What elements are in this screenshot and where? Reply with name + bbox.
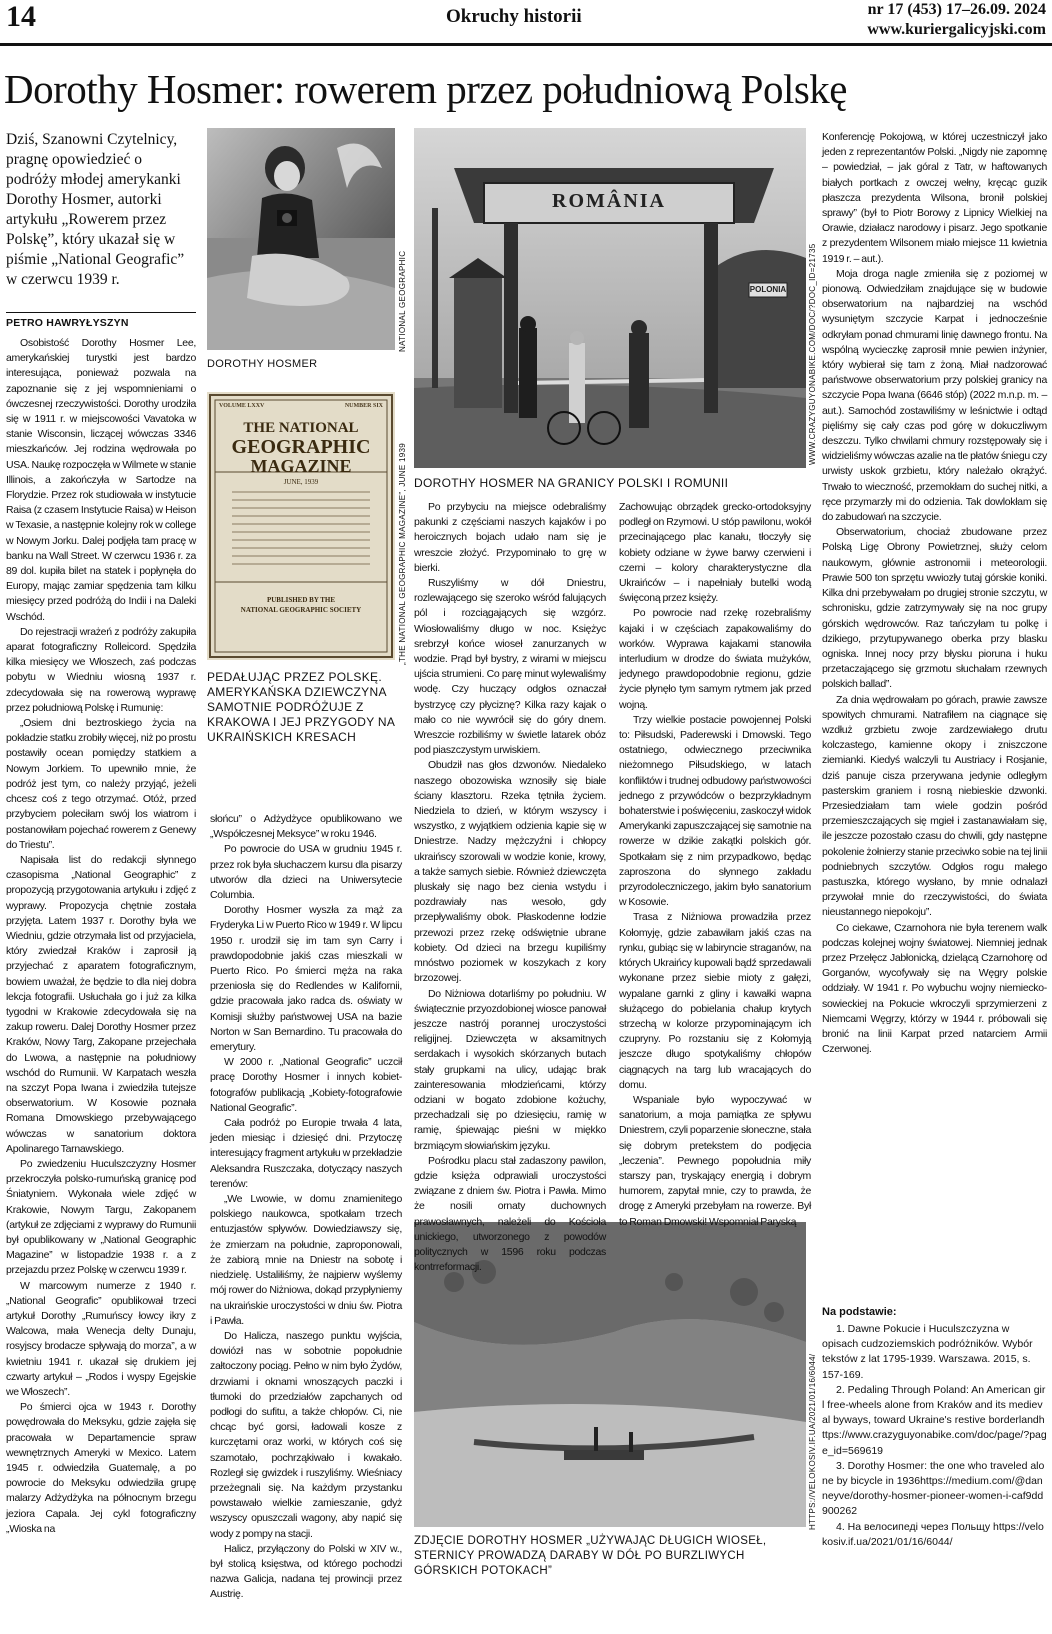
sign-romania: ROMÂNIA [552,190,666,212]
paragraph: Halicz, przyłączony do Polski w XIV w., był stolicą księstwa, od którego pochodzi nazwa Galicja, nadana tej prowincji przez Austrię. [210,1542,402,1601]
portrait-caption: DOROTHY HOSMER [207,358,318,370]
magazine-caption: PEDAŁUJĄC PRZEZ POLSKĘ. AMERYKAŃSKA DZIEWCZYNA SAMOTNIE PODRÓŻUJE Z KRAKOWA I JEJ PRZYGODY NA UKRAIŃSKICH KRESACH [207,670,395,744]
rafts-caption: ZDJĘCIE DOROTHY HOSMER „UŻYWAJĄC DŁUGICH WIOSEŁ, STERNICY PROWADZĄ DARABY W DÓŁ PO BURZLIWYCH GÓRSKICH POTOKACH” [414,1535,767,1577]
section-title: Okruchy historii [446,6,582,27]
text-column-1 [6,336,196,1626]
paragraph: W marcowym numerze z 1940 r. „National Geografic” opublikował trzeci artykuł Dorothy „Rumuńscy łowcy ikry z Walcowa, mała Wenecja delty Dunaju, rosyjscy brodacze spływają do morza”, a w kwietniu 1941 r. ukazał się drukiem jej czwarty artykuł – „Rodos i wyspy Egejskie we Włoszech”. [6,1279,196,1399]
paragraph: W 2000 r. „National Geografic” uczcił pracę Dorothy Hosmer i innych kobiet-fotografów publikacją „Kobiety-fotografowie National Geografic”. [210,1056,402,1114]
paragraph: Trzy wielkie postacie powojennej Polski to: Piłsudski, Paderewski i Dmowski. Tego ostatniego, odwiecznego przeciwnika nieżomnego Piłsudskiego, w latach konfliktów i trudnej odbudowy państwowości jednego z przywódców o bezprzykładnym bohaterstwie i poświęceniu, zaskoczył widok Amerykanki zapuszczającej się samotnie na rowerze w dzikie zakątki polskich gór. Spotkałam się z nim przypadkowo, będąc zaproszona do słynnego zakładu przyrodoleczniczego, jakim było sanatorium w Kosowie. [619,713,811,909]
rafts-credit: HTTPS://VELOKOSIV.IF.UA/2021/01/16/6044/ [808,1353,817,1530]
cover-volume: VOLUME LXXV [219,403,265,409]
cover-date: JUNE, 1939 [283,478,319,486]
issue-info [867,0,1046,40]
border-caption: DOROTHY HOSMER NA GRANICY POLSKI I ROMUNII [414,476,729,490]
reference-item[interactable]: 2. Pedaling Through Poland: An American girl free-wheels alone from Kraków and its medieval byways, toward Ukraine's restive borderlandhttps://www.crazyguyonabike.com/doc/page/?page_id=569619 [822,1383,1047,1457]
paragraph: Obudził nas głos dzwonów. Niedaleko naszego obozowiska wznosiły się białe ściany klasztoru. Rzeka tętniła życiem. Niedziela to dzień, w którym wszyscy i wszystko, z wyjątkiem odzienia kąpie się w Dniestrze. Nadzy mężczyźni i chłopcy ukraińscy szorowali w wodzie konie, krowy, a także samych siebie. Również dziewczęta pluskały się nago bez cienia wstydu i pozdrawiały nas wesoło, gdy przepływaliśmy obok. Płaskodenne łodzie przewozi przez rzekę odświętnie ubrane kobiety. Od dzieci na brzegu kupiliśmy mnóstwo poziomek w koszykach z kory brzozowej. [414,759,606,985]
paragraph: Do rejestracji wrażeń z podróży zakupiła aparat fotograficzny Rolleicord. Spędziła kilka miesięcy we Włoszech, zaś podczas pobytu w Wiedniu wiosną 1937 r. zdecydowała się na rowerową wyprawę przez południową Polskę i Rumunię: [6,625,196,714]
reference-item[interactable]: 3. Dorothy Hosmer: the one who traveled alone by bicycle in 1936https://medium.com/@danneyve/dorothy-hosmer-pioneer-women-i-caf9dd900262 [822,1459,1045,1518]
paragraph: Do Halicza, naszego punktu wyjścia, dowiózł nas w sobotnie popołudnie załtoczony pociąg. Pełno w nim było Żydów, drzwiami i oknami wnoszących paczki i tłumoki do przedziałów zapchanych od podłogi do sufitu, a także chłopów. Ci, nie chcąc być gorsi, ładowali kosze z kurczętami oraz worki, w których coś się szamotało, pochrząkiwało i kwakało. Rozległ się gwizdek i ruszyliśmy. Wieśniacy przeżegnali się. Na każdym przystanku powstawało wielkie zamieszanie, gdyż wszyscy opuszczali wagony, aby napić się wody z pompy na stacji. [210,1329,402,1540]
paragraph: Po powrocie do USA w grudniu 1945 r. przez rok była słuchaczem kursu dla pisarzy utworów dla dzieci na Uniwersytecie Columbia. [210,843,402,902]
references-title: Na podstawie: [822,1306,897,1318]
paragraph: Konferencję Pokojową, w której uczestniczył jako jeden z reprezentantów Polski. „Nigdy nie zapomnę – powiedział, – jak góral z Tatr, w haftowanych białych portkach z owczej wełny, kręcąc guzik płaszcza prezydenta Wilsona, bronił polskiej sprawy” (był to Piotr Borowy z Lipnicy Wielkiej na Orawie, działacz narodowy i pisarz. Jego spotkanie z prezydentem Wilsonem miało miejsce 11 kwietnia 1919 r. – aut.). [822,131,1047,265]
paragraph: Dorothy Hosmer wyszła za mąż za Fryderyka Li w Puerto Rico w 1949 r. W lipcu 1950 r. urodził się im tam syn Carry i prawdopodobnie jakiś czas mieszkali w Puerto Rico. Po śmierci męża na raka przeniosła się do Redlendes w Kalifornii, gdzie pracowała jako radca ds. oświaty w Komisji służby państwowej USA na bazie Norton w San Bernardino. Tu pracowała do emerytury. [210,904,402,1054]
paragraph: Napisała list do redakcji słynnego czasopisma „National Geographic” z propozycją przygotowania artykułu i zdjęć z wyprawy. Propozycja chętnie została przyjęta. Latem 1937 r. Dorothy była we Wiedniu, gdzie otrzymała list od przyjaciela, który zwiedzał Kraków i zaprosił ją przyjechać z aparatem fotograficznym, bowiem uważał, że będzie to dla niej dobra lekcja fotografii. Usłuchała go i już za kilka tygodni w Krakowie zdecydowała się na zakup roweru. Dalej Dorothy Hosmer przez Kraków, Nowy Targ, Zakopane przejechała do Lwowa, a następnie na południowy wschód do Rumunii. W Karpatach weszła na szczyt Popa Iwana i zwiedziła tutejsze obserwatorium. W Kosowie poznała Romana Dmowskiego przebywającego wówczas w sanatorium doktora Apolinarego Tarnawskiego. [6,853,196,1155]
border-credit: WWW.CRAZYGUYONABIKE.COM/DOC/?DOC_ID=21735 [808,243,817,465]
cover-title-line-1: THE NATIONAL [243,420,359,436]
paragraph: Zachowując obrządek grecko-ortodoksyjny podległ on Rzymowi. U stóp pawilonu, wokół przecinającego plac kanału, tłoczyły się kobiety odziane w żywe barwy czerwieni i czerni – kolory charakterystyczne dla Ukraińców – i napełniały butelki wodą święconą przez księży. [619,501,811,605]
paragraph: „Osiem dni beztroskiego życia na pokładzie statku zrobiły więcej, niż po prostu postawiły ocean pomiędzy statkiem a Nowym Jorkiem. To upewniło mnie, że podróż jest tym, co należy przyjąć, jeżeli chcesz coś z tego otrzymać. Otóż, przed przybyciem poleciłam swój los wiatrom i postanowiłam pojechać rowerem z Genewy do Triestu”. [6,717,196,851]
page-number: 14 [6,0,36,33]
paragraph: Cała podróż po Europie trwała 4 lata, jeden miesiąc i dziesięć dni. Przytoczę interesujący fragment artykułu w przekładzie Aleksandra Ruszczaka, dotyczący naszych terenów: [210,1117,402,1190]
reference-item[interactable]: 4. На велосипеді через Польщу https://velokosiv.if.ua/2021/01/16/6044/ [822,1520,1044,1548]
reference-item: 1. Dawne Pokucie i Huculszczyzna w opisach cudzoziemskich podróżników. Wybór tekstów z lat 1795-1939. Warszawa. 2015, s. 157-169. [822,1323,1033,1381]
text-column-2 [210,812,402,1632]
text-column-5 [822,130,1047,1300]
paragraph: Pośrodku placu stał zadaszony pawilon, gdzie księża odprawiali uroczystości związane z dniem św. Piotra i Pawła. Mimo że nosili ornaty duchownych prawosławnych, należeli do Kościoła unickiego, utworzonego z powodów politycznych w 1596 roku podczas kontrreformacji. [414,1154,606,1274]
cover-publisher-line-1: PUBLISHED BY THE [266,596,336,604]
text-column-3 [414,500,606,1628]
portrait-photo [207,128,395,350]
issue-number: nr 17 (453) 17–26.09. 2024 [867,1,1046,18]
paragraph: słońcu” o Adżydżyce opublikowano we „Współczesnej Meksyce” w roku 1946. [210,813,402,841]
paragraph: Do Niżniowa dotarliśmy po południu. W świątecznie przyozdobionej wiosce panował jeszcze nastrój porannej uroczystości religijnej. Dziewczęta w aksamitnych serdakach i wysokich skórzanych butach stały grupkami na ulicy, udając brak zainteresowania młodzieńcami, którzy odziani w bogato zdobione kożuchy, przechadzali się po dziesięciu, ramię w ramię, śpiewając pieśni w miękko brzmiącym słowiańskim języku. [414,987,606,1152]
cover-number: NUMBER SIX [344,403,383,409]
paragraph: Obserwatorium, chociaż zbudowane przez Polską Ligę Obrony Powietrznej, służy celom naukowym, głównie astronomii i meteorologii. Prawie 500 ton sprzętu wwiozły tutaj górskie koniki. Kilka dni przebywałam po drugiej stronie szczytu, w schronisku, gdzie zatrzymywały się na noc grupy górskich wędrowców. Raz tańczyłam tu polkę i dzikiego, przytupywanego oberka przy blasku ogniska. Innej nocy przy błysku pioruna i huku przetaczającego się grzmotu słuchałam rzewnych polskich ballad”. [822,526,1047,691]
page-header [0,0,1052,46]
article-author: PETRO HAWRYŁYSZYN [6,312,196,329]
cover-publisher-line-2: NATIONAL GEOGRAPHIC SOCIETY [240,606,362,614]
text-column-4 [619,500,811,1228]
references [822,1306,1047,1550]
paragraph: Po śmierci ojca w 1943 r. Dorothy powędrowała do Meksyku, gdzie zajęła się pracowała w Departamencie spraw wewnętrznych Ameryki w Mexico. Latem 1945 r. odwiedziła Guatemalę, a po powrocie do Meksyku odwiedziła grupę malarzy Adżydżyka na północnym brzegu jeziora Capala. Jej cykl fotograficzny „Wioska na [6,1401,196,1535]
website-link[interactable]: www.kuriergalicyjski.com [867,21,1046,38]
paragraph: Po powrocie nad rzekę rozebraliśmy kajaki i w częściach zapakowaliśmy do worków. Wyprawa kajakami stanowiła interludium w drodze do świata mużyków, jedynego prawdopodobnie regionu, gdzie życie płynęło tym samym rytmem jak przed wojną. [619,607,811,711]
article-lead: Dziś, Szanowni Czytelnicy, pragnę opowiedzieć o podróży młodej amerykanki Dorothy Hosmer, autorki artykułu „Rowerem przez Polskę”, który ukazał się w piśmie „National Geografic” w czerwcu 1939 r. [6,131,185,288]
paragraph: Za dnia wędrowałam po górach, prawie zawsze spowitych chmurami. Natrafiłem na ciągnące się wzdłuż grzbietu zwoje zardzewiałego drutu kolczastego, kamienne okopy i zniszczone ziemianki. Kiedyś walczyli tu Austriacy i Rosjanie, dziś panuje cisza przerywana jedynie odległym pasterskim graniem i rosną niebieskie dzwonki. Przesiedziałam tam wiele godzin pośród przemieszczających się mgieł i zastanawiałam się, ile jeszcze pozostało czasu do chwili, gdy następne pokolenie żołnierzy stanie przeciwko sobie na tej linii podniebnych szczytów. Odgłos rogu małego pastuszka, którego wysłano, by mnie odnalazł przywołał mnie do rzeczywistości, do świata nieustannego niepokoju”. [822,693,1047,919]
cover-title-line-3: MAGAZINE [250,456,352,476]
paragraph: Po przybyciu na miejsce odebraliśmy pakunki z częściami naszych kajaków i po heroicznych bojach udało nam się je wreszcie złożyć. Przypominało to grę w bierki. [414,501,606,574]
paragraph: Trasa z Niżniowa prowadziła przez Kołomyję, gdzie zabawiłam jakiś czas na rynku, gubiąc się w labiryncie straganów, na których Ukraińcy kupowali bądź sprzedawali wykonane przez siebie mioty z gałęzi, wypalane garnki z gliny i kawałki wapna służącego do pobielania chałup krytych strzechą w kolorze przypominającym ich czupryny. Po rozstaniu się z Kołomyją jeszcze długo spotykaliśmy chłopów ciągnących na targ lub wracających do domu. [619,911,811,1091]
sign-polonia: POLONIA [749,285,787,294]
magazine-cover [207,392,395,660]
paragraph: Co ciekawe, Czarnohora nie była terenem walk podczas kolejnej wojny światowej. Niemniej jednak przez Przełęcz Jabłonicką, dzielącą Czarnohorę od Gorganów, wycofywały się na Węgry polskie oddziały. W 1941 r. Po wybuchu wojny niemiecko-sowieckiej na Pokucie wkroczyli sprzymierzeni z Niemcami Węgrzy, którzy w 1944 r. próbowali się bronić na linii Karpat przed natarciem Armii Czerwonej. [822,921,1047,1056]
article-title: Dorothy Hosmer: rowerem przez południową Polskę [4,66,847,112]
paragraph: Wspaniale było wypoczywać w sanatorium, a moja pamiątka ze spływu Dniestrem, czyli poparzenie słoneczne, stała się dobrym pretekstem do podjęcia „leczenia”. Pewnego popołudnia miły starszy pan, tryskający energią i dobrym humorem, zapytał mnie, czy to prawda, że drogę z Ameryki przebyłam na rowerze. Był to Roman Dmowski! Wspomniał Paryską [619,1093,811,1228]
cover-title-line-2: GEOGRAPHIC [231,436,371,458]
paragraph: Ruszyliśmy w dół Dniestru, rozlewającego się szeroko wśród falujących pól i rozciągających się wzgórz. Wiosłowaliśmy długo w noc. Księżyc srebrzył końce wioseł zanurzanych w wodzie. Prąd był bystry, z wirami w miejscu ujścia strumieni. Co parę minut wylewaliśmy wodę. Czy huczący odgłos oznaczał bystrzycę czy płyciznę? Kilka razy kajak o mało co nie wywrócił się do góry dnem. Wreszcie rozbiliśmy w świetle latarek obóz pod piaszczystym urwiskiem. [414,577,606,757]
paragraph: „We Lwowie, w domu znamienitego polskiego naukowca, spotkałam trzech entuzjastów spływów. Dowiedziawszy się, że zmierzam na południe, zaproponowali, że zabiorą mnie na Dniestr na sobotę i niedzielę. Ustaliłiśmy, że najpierw wyślemy mój rower do Niżniowa, dokąd przypłyniemy na ukraińskie uroczystości w dniu św. Piotra i Pawła. [210,1193,402,1327]
paragraph: Moja droga nagle zmieniła się z poziomej w pionową. Odwiedziłam znajdujące się w budowie obserwatorium na najbardziej na wschód wysuniętym szczycie Karpat i jednocześnie odkryłam ponad chmurami linię dawnego frontu. Na wspólną wycieczkę zaprosił mnie pewien inżynier, który wybierał się tam z żoną. Miał nadzorować państwowe obserwatorium przy polskiej granicy na szczycie Popa Iwana (6646 stóp) (2022 m.n.p. m. – aut.). Samochód zostawiliśmy w leśnictwie i odtąd pięliśmy się cały czas pod górę w dokuczliwym deszczu. Tylko chwilami chmury rozstępowały się i widzieliśmy wówczas azalie na tle płatów śniegu czy urwisty uskok grzbietu, który należało okrążyć. Trwało to wieczność, przemokłam do suchej nitki, a ręce przymarzły mi do odzienia. Tak dowlokłam się do zabudowań na szczycie. [822,267,1047,524]
paragraph: Osobistość Dorothy Hosmer Lee, amerykańskiej turystki jest bardzo interesująca, ponieważ pozwala na zapoznanie się z jej wspomnieniami o ówczesnej rzeczywistości. Dorothy urodziła się w 1911 r. w miejscowości Vavatoka w stanie Wisconsin, liczącej wówczas 3346 mieszkańców. Jej rodzina wędrowała po USA. Naukę rozpoczęła w Wilmete w stanie Illinois, a zakończyła w Sartodze na Florydzie. Przez rok studiowała w instytucie Raisa (z czasem Instytucie Raisa) w Heison w Texasie, a następnie kolejny rok w college w Nowym Jorku. Dalej podjęła tam pracę w banku na Wall Street. W czerwcu 1936 r. za 89 dol. kupiła bilet na statek i popłynęła do Europy, mając zamiar spędzenia tam kilku miesięcy przed podróżą do Indii i na Daleki Wschód. [6,337,196,623]
paragraph: Po zwiedzeniu Huculszczyzny Hosmer przekroczyła polsko-rumuńską granicę pod Śniatyniem. Wykonała wiele zdjęć w Krakowie, Nowym Targu, Zakopanem (artykuł ze zdjęciami z wyprawy do Rumunii był opublikowany w „National Geographic Magazine” w listopadzie 1938 r. a z przejazdu przez Polskę w czerwcu 1939 r. [6,1157,196,1277]
border-photo [414,128,806,468]
portrait-credit: NATIONAL GEOGRAPHIC [398,250,407,352]
magazine-credit: „THE NATIONAL GEOGRAPHIC MAGAZINE”, JUNE 1939 [398,443,407,665]
